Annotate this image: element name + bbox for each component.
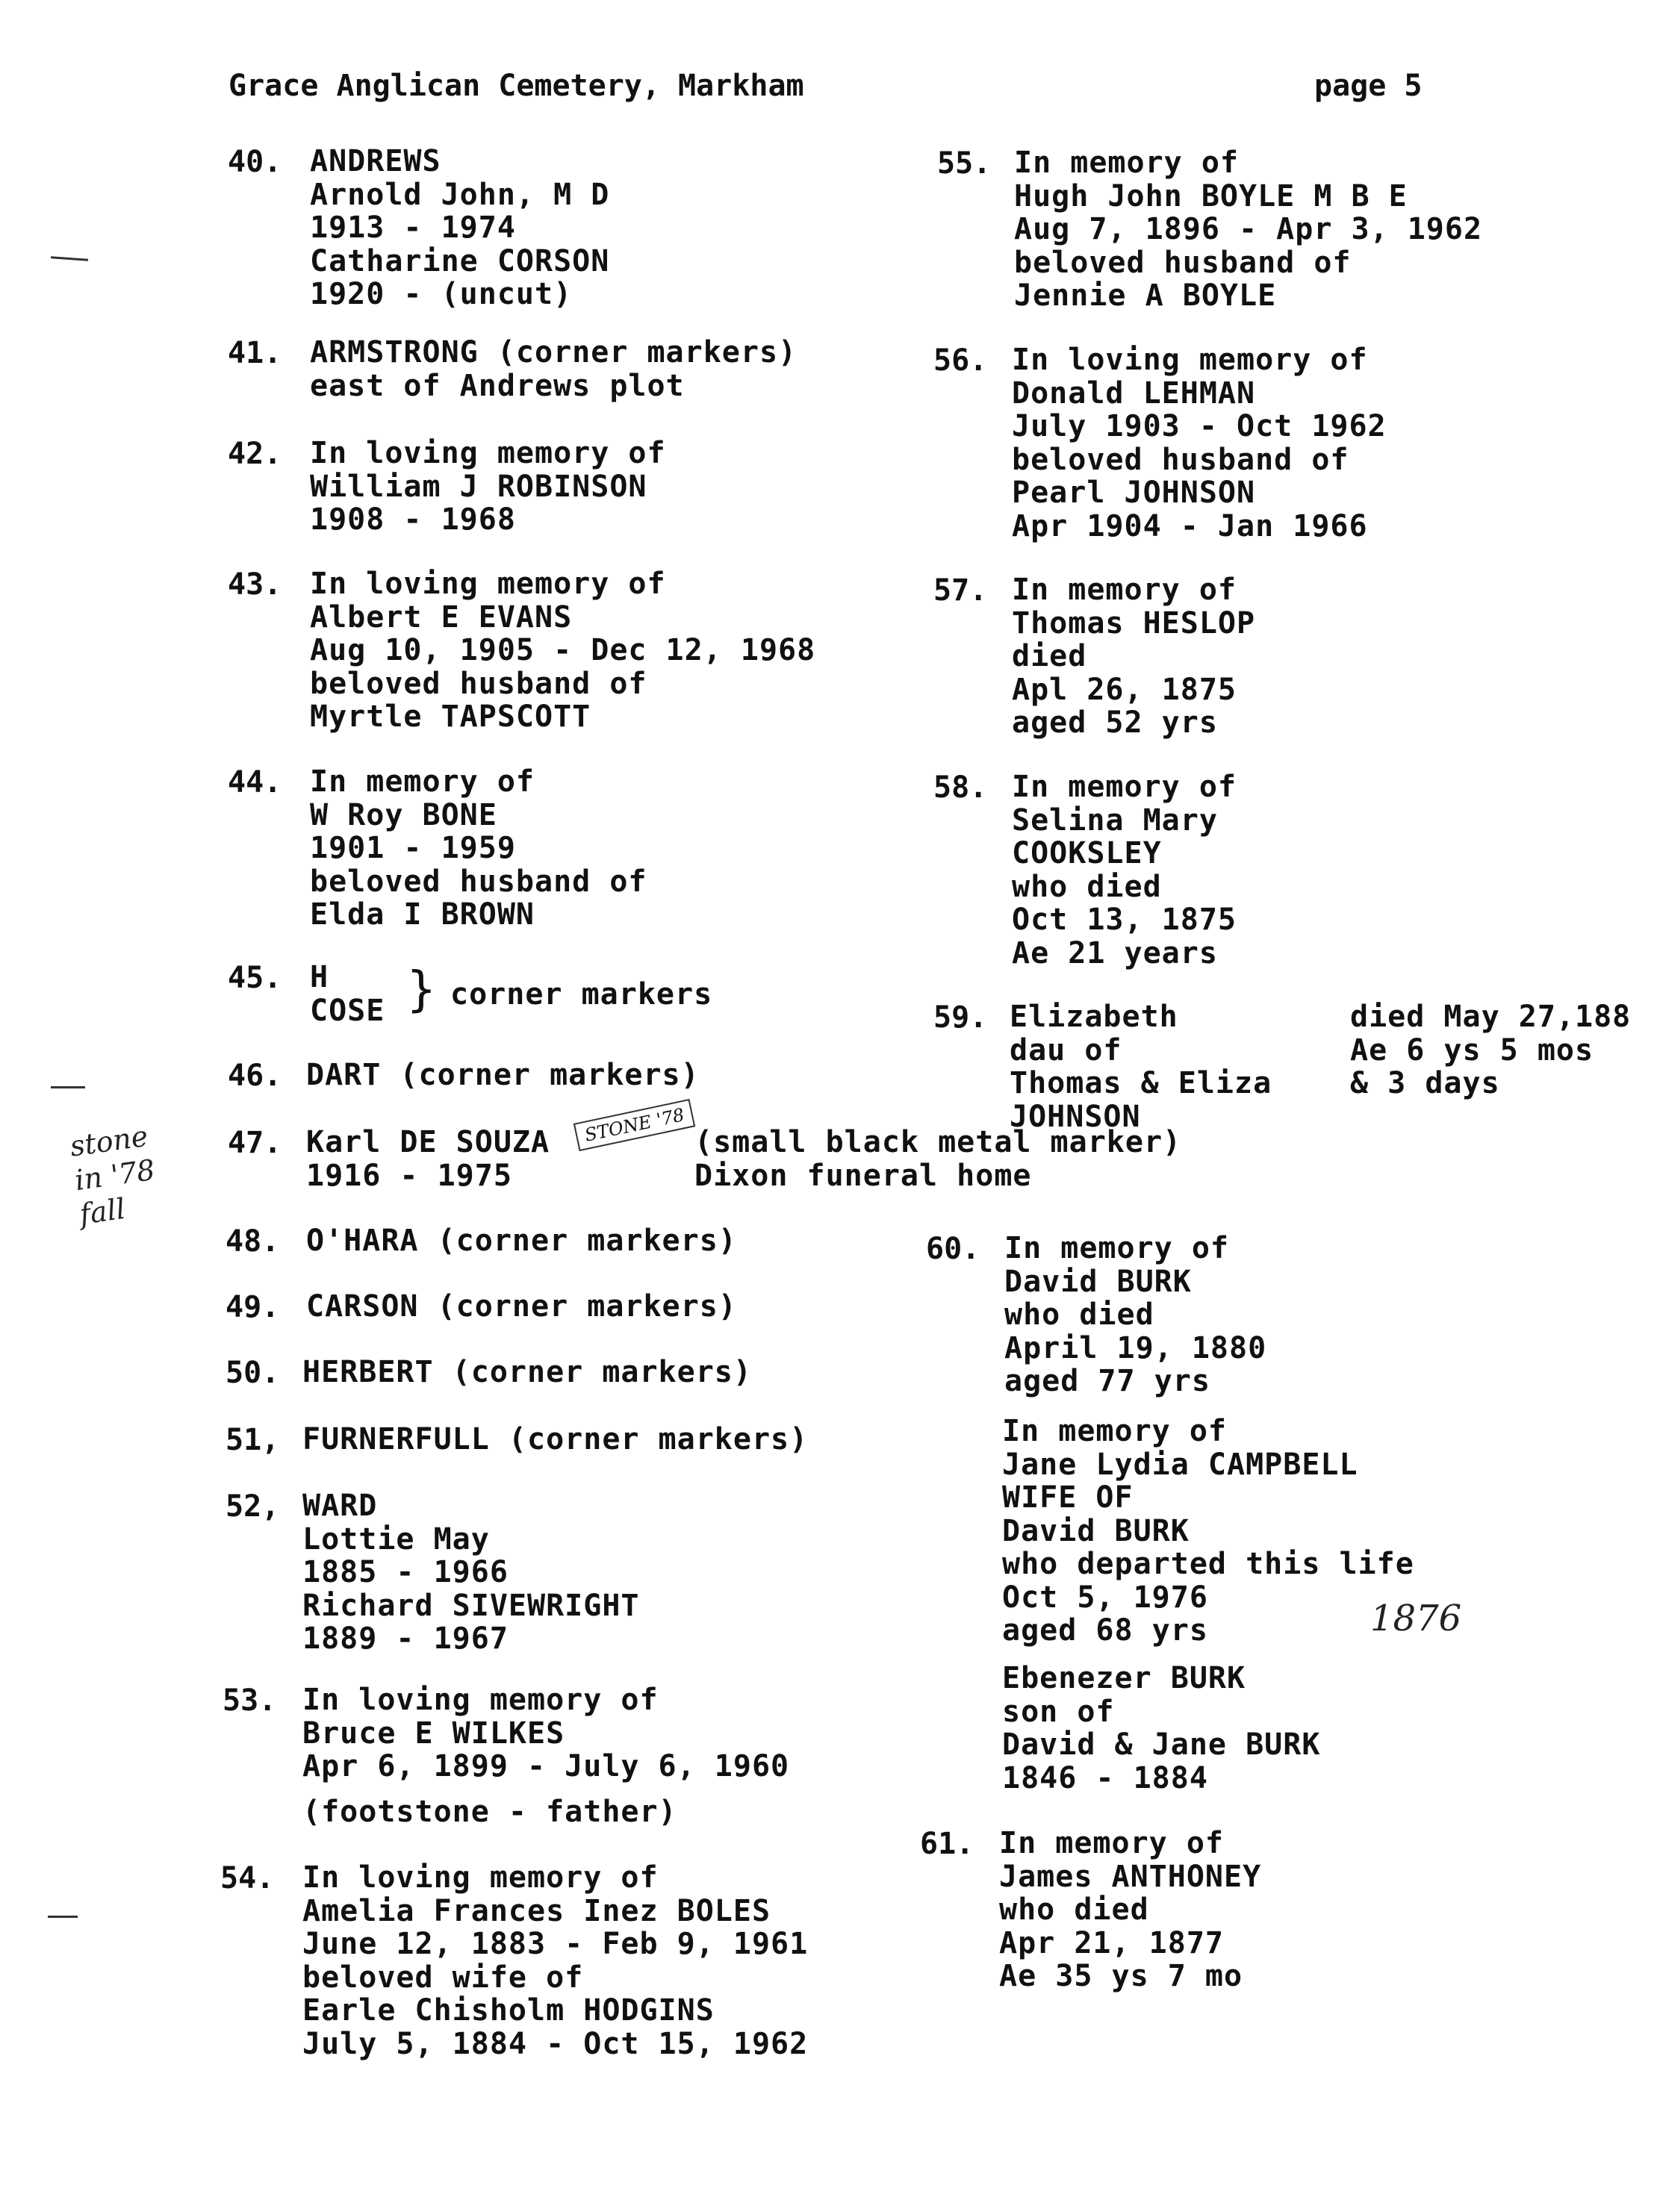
- entry-number: 52,: [226, 1489, 280, 1524]
- entry-number: 49.: [226, 1290, 280, 1324]
- entry-number: 61.: [920, 1827, 974, 1861]
- entry-text: In memory of Thomas HESLOP died Apl 26, 1875 aged 52 yrs: [1012, 573, 1256, 740]
- entry-number: 51,: [226, 1423, 280, 1457]
- entry-text: In memory of Selina Mary COOKSLEY who died Oct 13, 1875 Ae 21 years: [1012, 770, 1237, 971]
- entry-number: 53.: [223, 1683, 277, 1718]
- entry-text: ARMSTRONG (corner markers) east of Andrews plot: [310, 335, 798, 403]
- entry-extra: In memory of Jane Lydia CAMPBELL WIFE OF David BURK who departed this life Oct 5, 1976 aged 68 yrs: [1002, 1414, 1414, 1648]
- entry-number: 44.: [228, 765, 282, 800]
- page-number: page 5: [1314, 69, 1423, 103]
- entry-number: 57.: [933, 573, 988, 608]
- entry-text: FURNERFULL (corner markers): [302, 1422, 809, 1457]
- entry-number: 50.: [226, 1356, 280, 1390]
- entry-text: In loving memory of Bruce E WILKES Apr 6, 1899 - July 6, 1960: [302, 1683, 790, 1783]
- entry-text: Karl DE SOUZA 1916 - 1975: [306, 1125, 550, 1193]
- entry-number: 59.: [933, 1000, 988, 1035]
- entry-extra: died May 27,188 Ae 6 ys 5 mos & 3 days: [1350, 1000, 1632, 1100]
- margin-tick: [51, 1086, 85, 1088]
- entry-text: In memory of David BURK who died April 19, 1880 aged 77 yrs: [1004, 1231, 1267, 1398]
- entry-text: O'HARA (corner markers): [306, 1224, 737, 1258]
- entry-number: 41.: [228, 336, 282, 370]
- entry-number: 45.: [228, 961, 282, 995]
- entry-text: HERBERT (corner markers): [302, 1355, 752, 1389]
- entry-number: 43.: [228, 567, 282, 602]
- entry-text: In loving memory of Donald LEHMAN July 1903 - Oct 1962 beloved husband of Pearl JOHNSON Apr 1904 - Jan 1966: [1012, 343, 1387, 543]
- date-correction: 1876: [1370, 1598, 1462, 1639]
- page-title: Grace Anglican Cemetery, Markham: [229, 69, 804, 103]
- entry-number: 58.: [933, 770, 988, 805]
- brace-glyph: }: [407, 962, 437, 1018]
- entry-text: DART (corner markers): [306, 1058, 700, 1092]
- entry-extra: Ebenezer BURK son of David & Jane BURK 1846 - 1884: [1002, 1661, 1321, 1795]
- entry-number: 46.: [228, 1059, 282, 1093]
- entry-text: Elizabeth dau of Thomas & Eliza JOHNSON: [1010, 1000, 1272, 1134]
- entry-extra: (small black metal marker) Dixon funeral home: [694, 1125, 1182, 1193]
- entry-text: H COSE: [310, 960, 385, 1028]
- margin-note: stone in '78 fall: [68, 1119, 158, 1231]
- entry-text: ANDREWS Arnold John, M D 1913 - 1974 Catharine CORSON 1920 - (uncut): [310, 144, 610, 311]
- entry-text: In loving memory of Albert E EVANS Aug 10, 1905 - Dec 12, 1968 beloved husband of Myrtle TAPSCOTT: [310, 567, 816, 734]
- entry-extra: corner markers: [450, 977, 713, 1012]
- entry-number: 54.: [220, 1861, 275, 1895]
- margin-tick: [51, 256, 88, 261]
- margin-tick: [48, 1916, 78, 1918]
- entry-number: 47.: [228, 1126, 282, 1160]
- entry-number: 60.: [926, 1232, 980, 1266]
- entry-number: 55.: [937, 146, 992, 181]
- entry-text: WARD Lottie May 1885 - 1966 Richard SIVEWRIGHT 1889 - 1967: [302, 1489, 640, 1656]
- entry-number: 48.: [226, 1224, 280, 1259]
- entry-text: In loving memory of William J ROBINSON 1908 - 1968: [310, 436, 666, 537]
- entry-number: 42.: [228, 437, 282, 471]
- entry-number: 40.: [228, 145, 282, 179]
- entry-text: In memory of W Roy BONE 1901 - 1959 beloved husband of Elda I BROWN: [310, 764, 647, 932]
- stone-stamp: STONE '78: [573, 1099, 696, 1151]
- entry-text: CARSON (corner markers): [306, 1289, 737, 1324]
- entry-extra: (footstone - father): [302, 1795, 677, 1829]
- entry-text: In memory of Hugh John BOYLE M B E Aug 7, 1896 - Apr 3, 1962 beloved husband of Jennie A BOYLE: [1014, 146, 1483, 313]
- entry-text: In memory of James ANTHONEY who died Apr 21, 1877 Ae 35 ys 7 mo: [999, 1826, 1262, 1993]
- entry-number: 56.: [933, 343, 988, 378]
- entry-text: In loving memory of Amelia Frances Inez BOLES June 12, 1883 - Feb 9, 1961 beloved wife of Earle Chisholm HODGINS July 5, 1884 - Oct 15, 1962: [302, 1860, 809, 2061]
